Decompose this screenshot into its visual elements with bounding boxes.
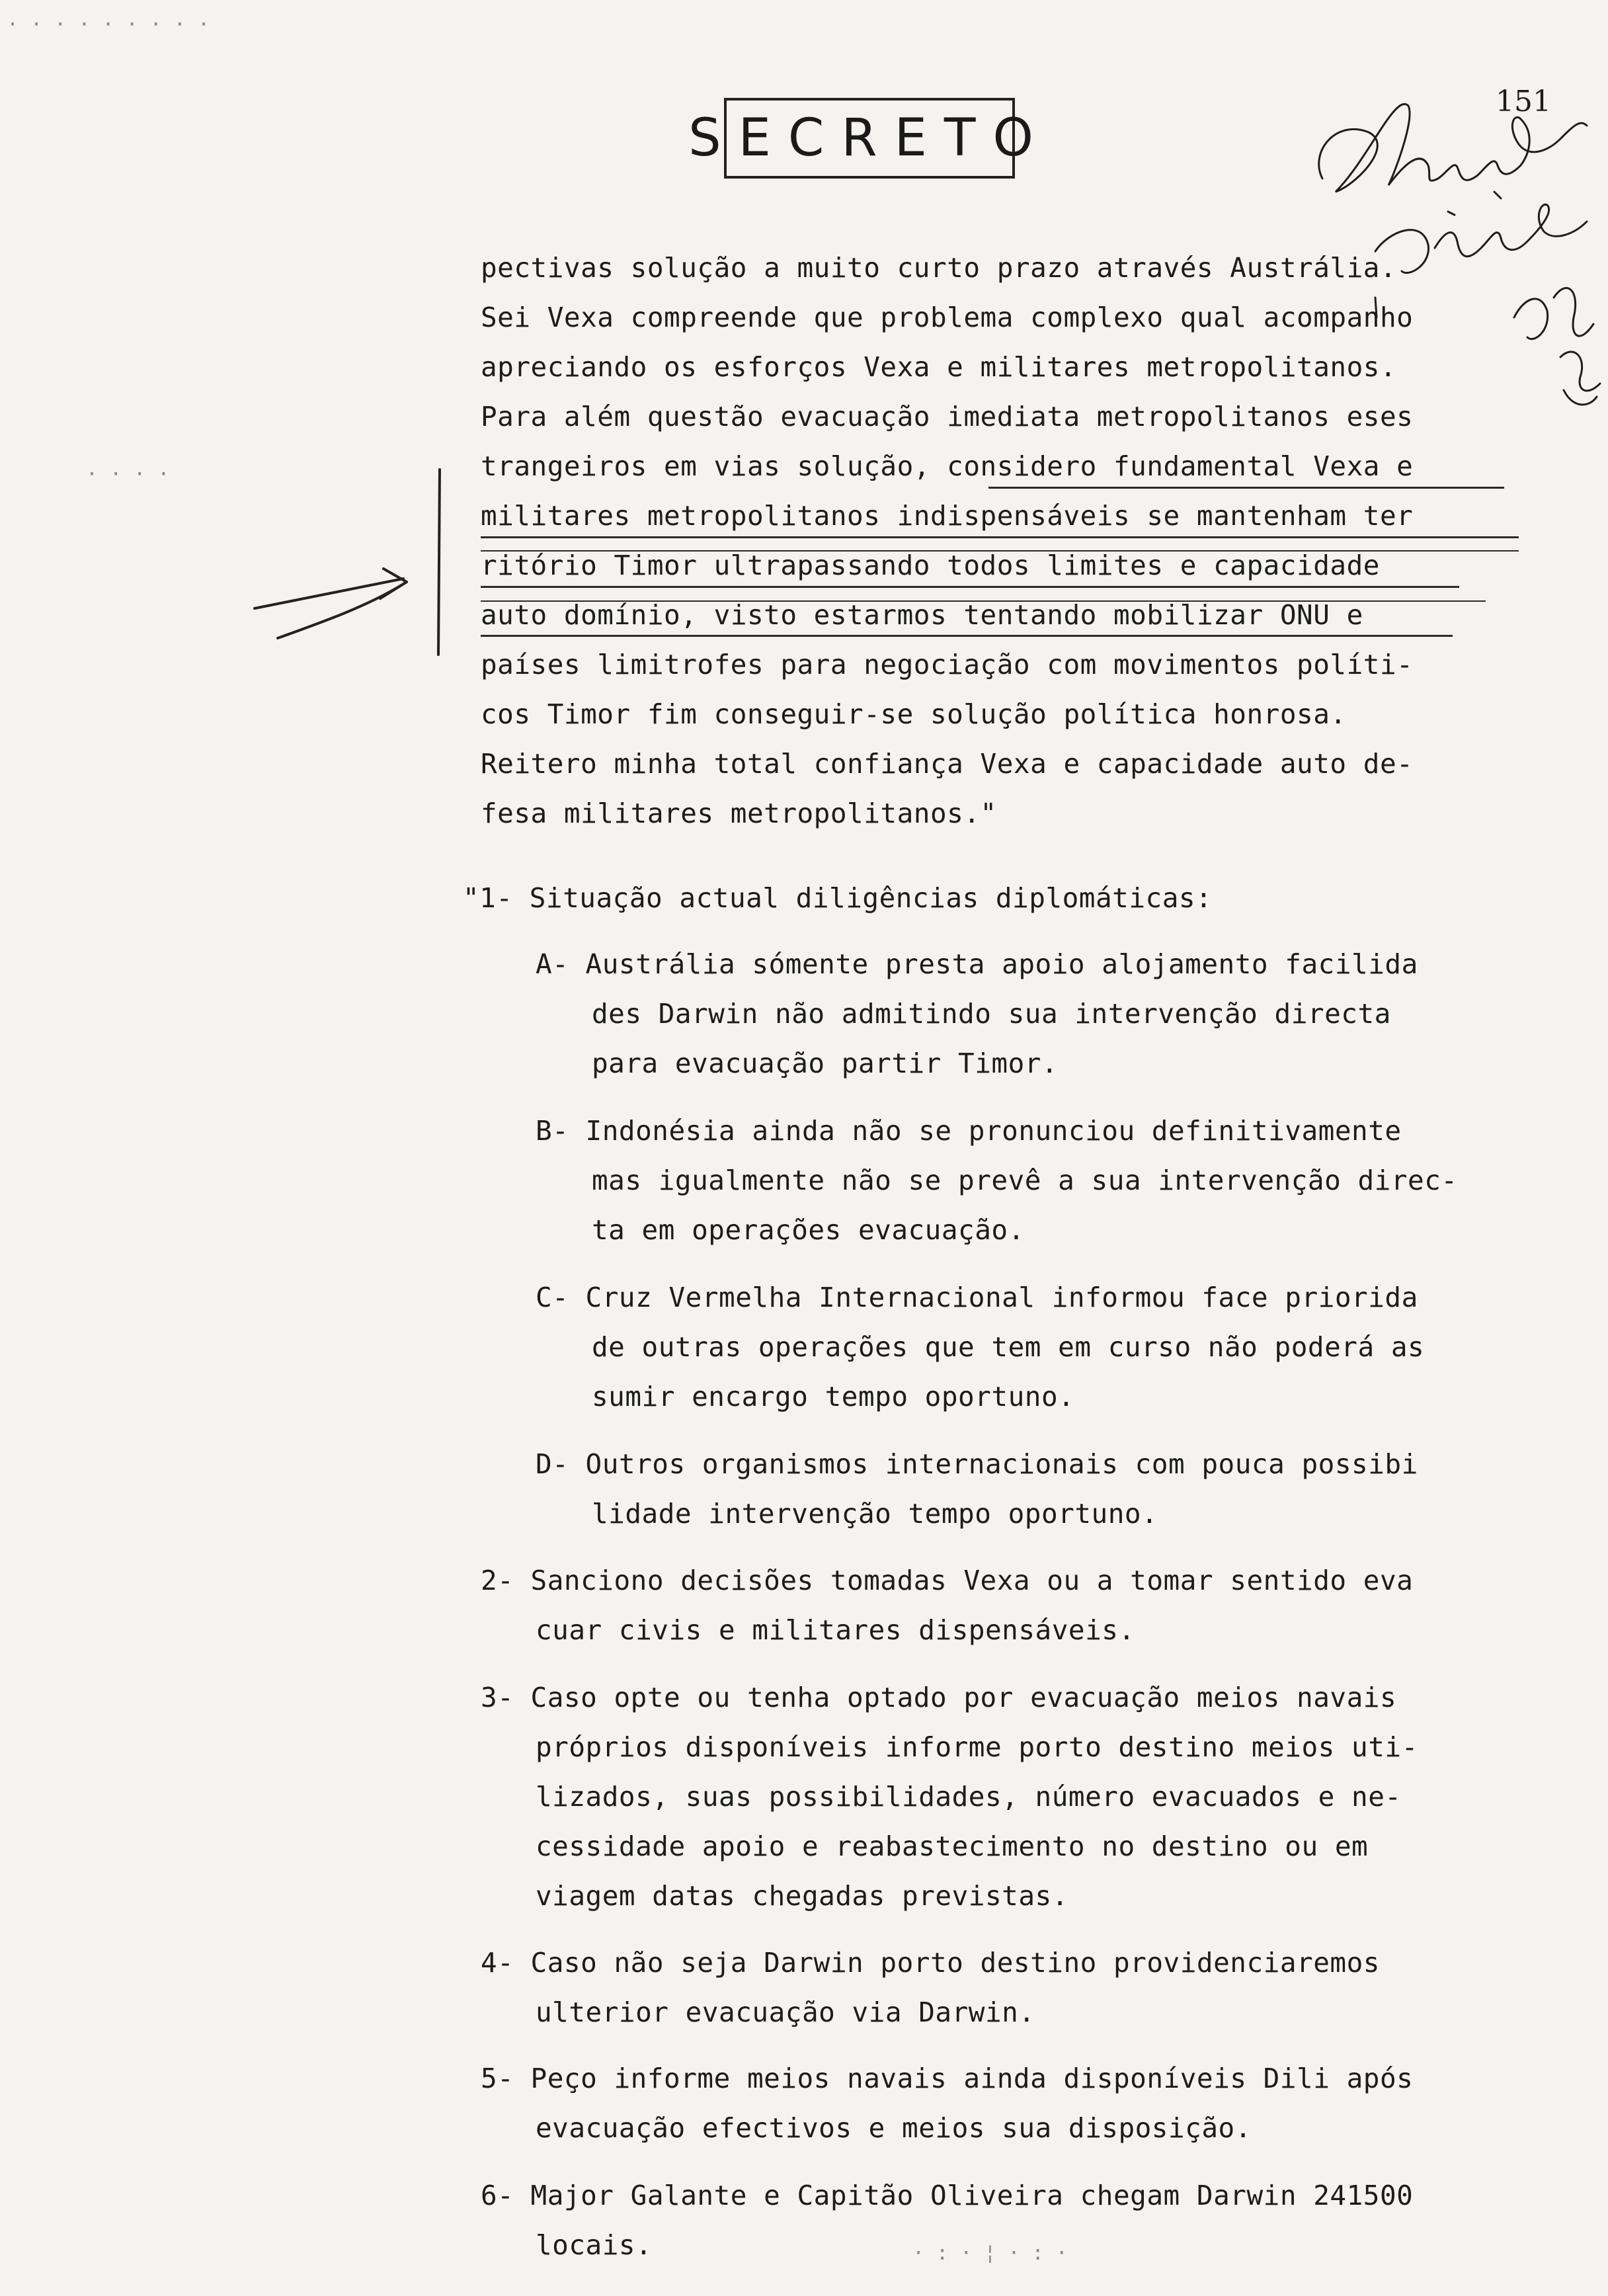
item-line: 4- Caso não seja Darwin porto destino providenciaremos bbox=[481, 1947, 1380, 1979]
item-line: cessidade apoio e reabastecimento no destino ou em bbox=[536, 1830, 1369, 1862]
scan-noise: · : · ¦ · : · bbox=[912, 2242, 1068, 2265]
letter-line: militares metropolitanos indispensáveis se mantenham ter bbox=[481, 500, 1414, 532]
sub-item-line: ta em operações evacuação. bbox=[592, 1214, 1025, 1246]
item-line: viagem datas chegadas previstas. bbox=[536, 1880, 1068, 1912]
page-number: 151 bbox=[1496, 85, 1551, 118]
letter-line: apreciando os esforços Vexa e militares metropolitanos. bbox=[481, 351, 1397, 383]
item-line: evacuação efectivos e meios sua disposição. bbox=[536, 2112, 1252, 2144]
item-line: locais. bbox=[536, 2229, 653, 2261]
letter-line: auto domínio, visto estarmos tentando mobilizar ONU e bbox=[481, 599, 1363, 631]
letter-line: Para além questão evacuação imediata metropolitanos eses bbox=[481, 401, 1414, 432]
item-line: ulterior evacuação via Darwin. bbox=[536, 1996, 1035, 2028]
underline bbox=[481, 550, 1519, 552]
margin-arrow bbox=[251, 463, 450, 675]
underline bbox=[481, 600, 1486, 602]
letter-line: trangeiros em vias solução, considero fundamental Vexa e bbox=[481, 450, 1414, 482]
sub-item-line: C- Cruz Vermelha Internacional informou face priorida bbox=[536, 1282, 1418, 1313]
item-1-heading: "1- Situação actual diligências diplomáticas: bbox=[463, 882, 1213, 914]
underline bbox=[481, 635, 1453, 637]
sub-item-line: de outras operações que tem em curso não poderá as bbox=[592, 1331, 1425, 1363]
item-line: 2- Sanciono decisões tomadas Vexa ou a tomar sentido eva bbox=[481, 1565, 1414, 1596]
item-line: 6- Major Galante e Capitão Oliveira chegam Darwin 241500 bbox=[481, 2180, 1414, 2211]
sub-item-line: sumir encargo tempo oportuno. bbox=[592, 1381, 1075, 1413]
letter-line: Reitero minha total confiança Vexa e capacidade auto de- bbox=[481, 748, 1414, 780]
item-line: lizados, suas possibilidades, número evacuados e ne- bbox=[536, 1781, 1402, 1813]
item-line: 5- Peço informe meios navais ainda disponíveis Dili após bbox=[481, 2063, 1414, 2094]
letter-line: Sei Vexa compreende que problema complexo qual acompanho bbox=[481, 302, 1414, 333]
letter-line: países limitrofes para negociação com movimentos políti- bbox=[481, 649, 1414, 680]
letter-line: fesa militares metropolitanos." bbox=[481, 798, 997, 829]
scan-noise: · · · · · · · · · bbox=[7, 13, 210, 36]
item-line: cuar civis e militares dispensáveis. bbox=[536, 1614, 1135, 1646]
item-line: 3- Caso opte ou tenha optado por evacuação meios navais bbox=[481, 1682, 1397, 1713]
secreto-stamp bbox=[688, 98, 1051, 179]
letter-line: ritório Timor ultrapassando todos limites e capacidade bbox=[481, 550, 1380, 581]
sub-item-line: D- Outros organismos internacionais com pouca possibi bbox=[536, 1448, 1418, 1480]
stamp-text: SECRETO bbox=[688, 108, 1051, 168]
letter-line: pectivas solução a muito curto prazo através Austrália. bbox=[481, 252, 1397, 284]
underline bbox=[481, 586, 1459, 588]
sub-item-line: lidade intervenção tempo oportuno. bbox=[592, 1498, 1158, 1530]
underline bbox=[481, 536, 1519, 538]
scan-noise: · · · · bbox=[86, 463, 170, 486]
underline bbox=[988, 487, 1504, 489]
letter-line: cos Timor fim conseguir-se solução política honrosa. bbox=[481, 698, 1347, 730]
sub-item-line: para evacuação partir Timor. bbox=[592, 1047, 1059, 1079]
item-line: próprios disponíveis informe porto destino meios uti- bbox=[536, 1731, 1418, 1763]
sub-item-line: A- Austrália sómente presta apoio alojamento facilida bbox=[536, 948, 1418, 980]
sub-item-line: B- Indonésia ainda não se pronunciou definitivamente bbox=[536, 1115, 1402, 1147]
sub-item-line: des Darwin não admitindo sua intervenção directa bbox=[592, 998, 1391, 1030]
sub-item-line: mas igualmente não se prevê a sua intervenção direc- bbox=[592, 1165, 1458, 1196]
